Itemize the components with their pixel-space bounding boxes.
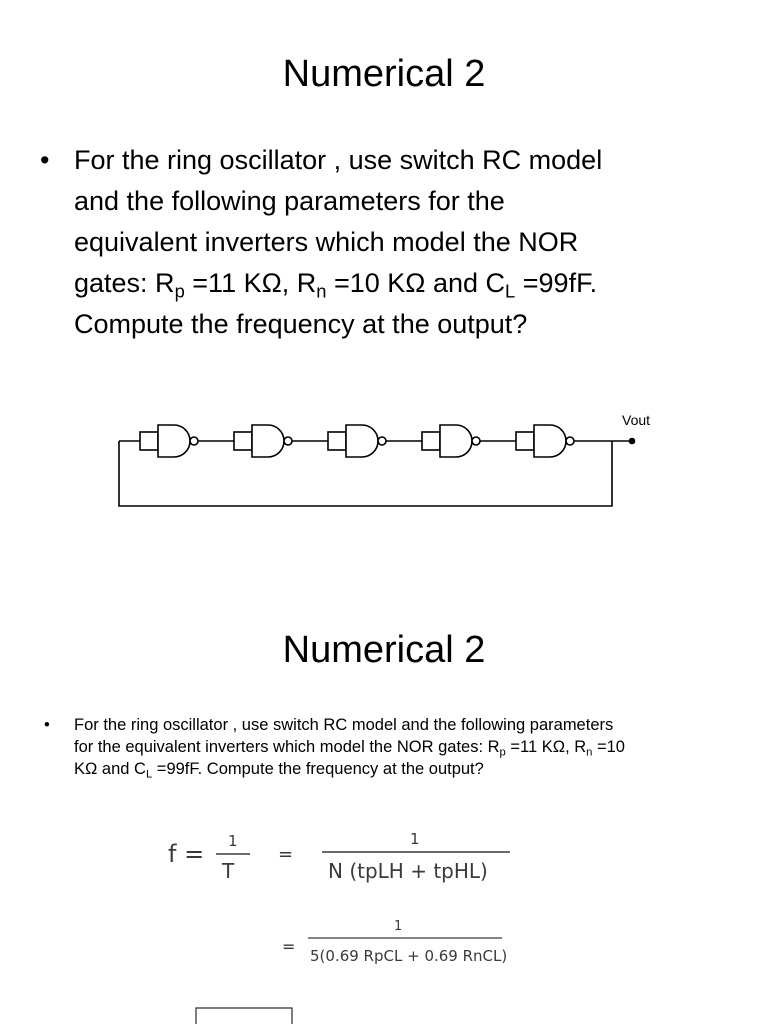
hw-denominator-2: 5(0.69 RpCL + 0.69 RnCL) xyxy=(310,947,508,965)
problem-line-3: KΩ and $C_L =99fF$. Compute the frequency at the output? xyxy=(74,760,484,781)
problem-line-2: for the equivalent inverters which model the NOR gates: $R_p =11$ KΩ, $R_n =10$ xyxy=(74,738,625,759)
problem-text xyxy=(74,140,714,345)
slide-title: Numerical 2 xyxy=(282,53,486,95)
problem-line-1: For the ring oscillator , use switch RC model xyxy=(74,145,603,175)
output-node xyxy=(630,439,635,444)
hw-numerator-2: 1 xyxy=(394,919,403,934)
hw-one: 1 xyxy=(228,832,238,850)
hw-denominator-1: N (tpLH + tpHL) xyxy=(328,859,488,883)
hw-answer-box xyxy=(196,1008,292,1024)
nand-gate-5 xyxy=(516,425,630,457)
problem-line-4: gates: $R_p =11$ KΩ, $R_n =10$ KΩ and $C_L =99fF$. xyxy=(74,268,598,302)
nand-gate-1 xyxy=(140,425,234,457)
hw-T: T xyxy=(222,859,235,883)
vout-label: Vout xyxy=(622,412,651,428)
bullet-marker: • xyxy=(44,716,50,734)
nand-gate-3 xyxy=(328,425,422,457)
problem-statement xyxy=(44,714,734,780)
slide-2 xyxy=(0,580,768,1024)
bullet-marker: • xyxy=(40,145,50,175)
problem-line-5: Compute the frequency at the output? xyxy=(74,309,528,339)
problem-line-3: equivalent inverters which model the NOR xyxy=(74,227,579,257)
problem-line-1: For the ring oscillator , use switch RC model and the following parameters xyxy=(74,716,614,734)
slide-title: Numerical 2 xyxy=(282,629,486,671)
ring-oscillator-circuit xyxy=(110,405,670,515)
nand-gate-2 xyxy=(234,425,328,457)
problem-statement xyxy=(40,140,740,345)
problem-text xyxy=(74,714,724,780)
hw-equals-1: = xyxy=(278,844,294,865)
hw-f-equals: f = xyxy=(168,840,205,868)
problem-line-2: and the following parameters for the xyxy=(74,186,505,216)
hw-equals-2: = xyxy=(282,937,296,956)
hw-numerator-1: 1 xyxy=(410,830,420,848)
handwritten-solution xyxy=(150,810,550,1024)
nand-gate-4 xyxy=(422,425,516,457)
